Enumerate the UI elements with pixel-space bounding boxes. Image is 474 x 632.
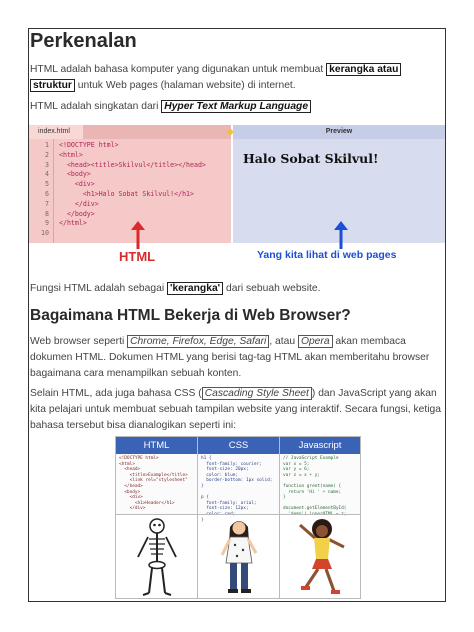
line-number: 8	[45, 209, 49, 218]
code-line: <!DOCTYPE html>	[59, 141, 119, 149]
css-text-end: ) dan JavaScript yang akan kita pelajari untuk membuat sebuah tampilan website yang interaktif. Secara fungsi, ketiga bahasa tersebut bisa dianalogikan seperti ini:	[30, 388, 441, 431]
intro-text-end: untuk Web pages (halaman website) di internet.	[74, 80, 296, 91]
code-line: <head><title>Skilvul</title></head>	[59, 160, 206, 169]
html-preview-figure	[29, 125, 445, 271]
definition-paragraph	[30, 99, 444, 115]
skeleton-illustration	[130, 517, 184, 597]
analogy-figure	[115, 436, 361, 599]
javascript-snippet: // JavaScript Example var x = 5; var y = 6; var z = x + y; function greet(name) { return 'Hi ' + name; } document.getElementById(	[280, 454, 360, 514]
preview-label: Preview	[233, 125, 445, 139]
css-snippet: h1 { font-family: courier; font-size: 20px; color: blue; border-bottom: 1px solid; } p { font-family: arial; font-size: 12px; }	[198, 454, 279, 514]
highlight-struktur: struktur	[30, 79, 75, 92]
css-paragraph	[30, 386, 444, 434]
column-header-css: CSS	[198, 437, 279, 454]
preview-heading: Halo Sobat Skilvul!	[243, 151, 379, 166]
code-line: </body>	[59, 209, 95, 218]
styled-person-illustration	[212, 517, 266, 597]
code-line: <h1>Halo Sobat Skilvul!</h1>	[59, 190, 194, 198]
arrow-up-red-icon	[131, 221, 145, 249]
row-divider	[116, 514, 360, 515]
highlight-kerangka: kerangka atau	[326, 63, 401, 76]
html-snippet: <!DOCTYPE html> <html> <head> <title>Example</title> <link rel="stylesheet" </head> <body> <div> <h1>Header</h1> </div>	[116, 454, 197, 514]
editor-tab-bar	[29, 125, 231, 139]
browser-text-mid: , atau	[269, 336, 298, 347]
column-header-html: HTML	[116, 437, 197, 454]
line-number: 4	[45, 170, 49, 179]
column-header-javascript: Javascript	[280, 437, 360, 454]
line-number: 9	[45, 219, 49, 228]
line-number: 6	[45, 190, 49, 198]
definition-term: Hyper Text Markup Language	[161, 100, 311, 113]
code-line: <body>	[59, 170, 91, 179]
browser-text-end: akan membaca dokumen HTML. Dokumen HTML yang berisi tag-tag HTML akan memberitahu browser bagaimana cara menampilkan sebuah konten.	[30, 336, 430, 379]
intro-text: HTML adalah bahasa komputer yang digunakan untuk membuat	[30, 64, 327, 75]
arrow-up-blue-icon	[334, 221, 348, 249]
code-line: <div>	[59, 180, 95, 189]
browser-paragraph	[30, 334, 444, 382]
intro-paragraph	[30, 62, 444, 94]
page-title: Perkenalan	[30, 30, 137, 52]
function-text: Fungsi HTML adalah sebagai	[30, 283, 167, 294]
dancing-person-illustration	[292, 517, 352, 597]
line-number: 1	[45, 141, 49, 149]
code-line: </html>	[59, 219, 87, 228]
editor-tab: index.html	[29, 125, 83, 139]
function-term: 'kerangka'	[167, 282, 223, 295]
browser-opera: Opera	[298, 335, 333, 348]
function-paragraph	[30, 281, 444, 297]
code-line: </div>	[59, 199, 99, 208]
line-number: 7	[45, 199, 49, 208]
section-title: Bagaimana HTML Bekerja di Web Browser?	[30, 307, 351, 324]
browser-text: Web browser seperti	[30, 336, 128, 347]
line-number: 3	[45, 160, 49, 169]
function-text-end: dari sebuah website.	[223, 283, 321, 294]
label-web-pages: Yang kita lihat di web pages	[257, 249, 397, 261]
line-number: 10	[41, 229, 49, 238]
document-page	[28, 28, 446, 602]
browser-names: Chrome, Firefox, Edge, Safari	[127, 335, 269, 348]
line-number: 2	[45, 150, 49, 159]
definition-text: HTML adalah singkatan dari	[30, 101, 162, 112]
css-term: Cascading Style Sheet	[202, 387, 312, 400]
css-text: Selain HTML, ada juga bahasa CSS (	[30, 388, 202, 399]
label-html: HTML	[119, 249, 156, 264]
code-line: <html>	[59, 150, 83, 159]
line-number: 5	[45, 180, 49, 189]
column-divider	[279, 437, 280, 598]
column-divider	[197, 437, 198, 598]
